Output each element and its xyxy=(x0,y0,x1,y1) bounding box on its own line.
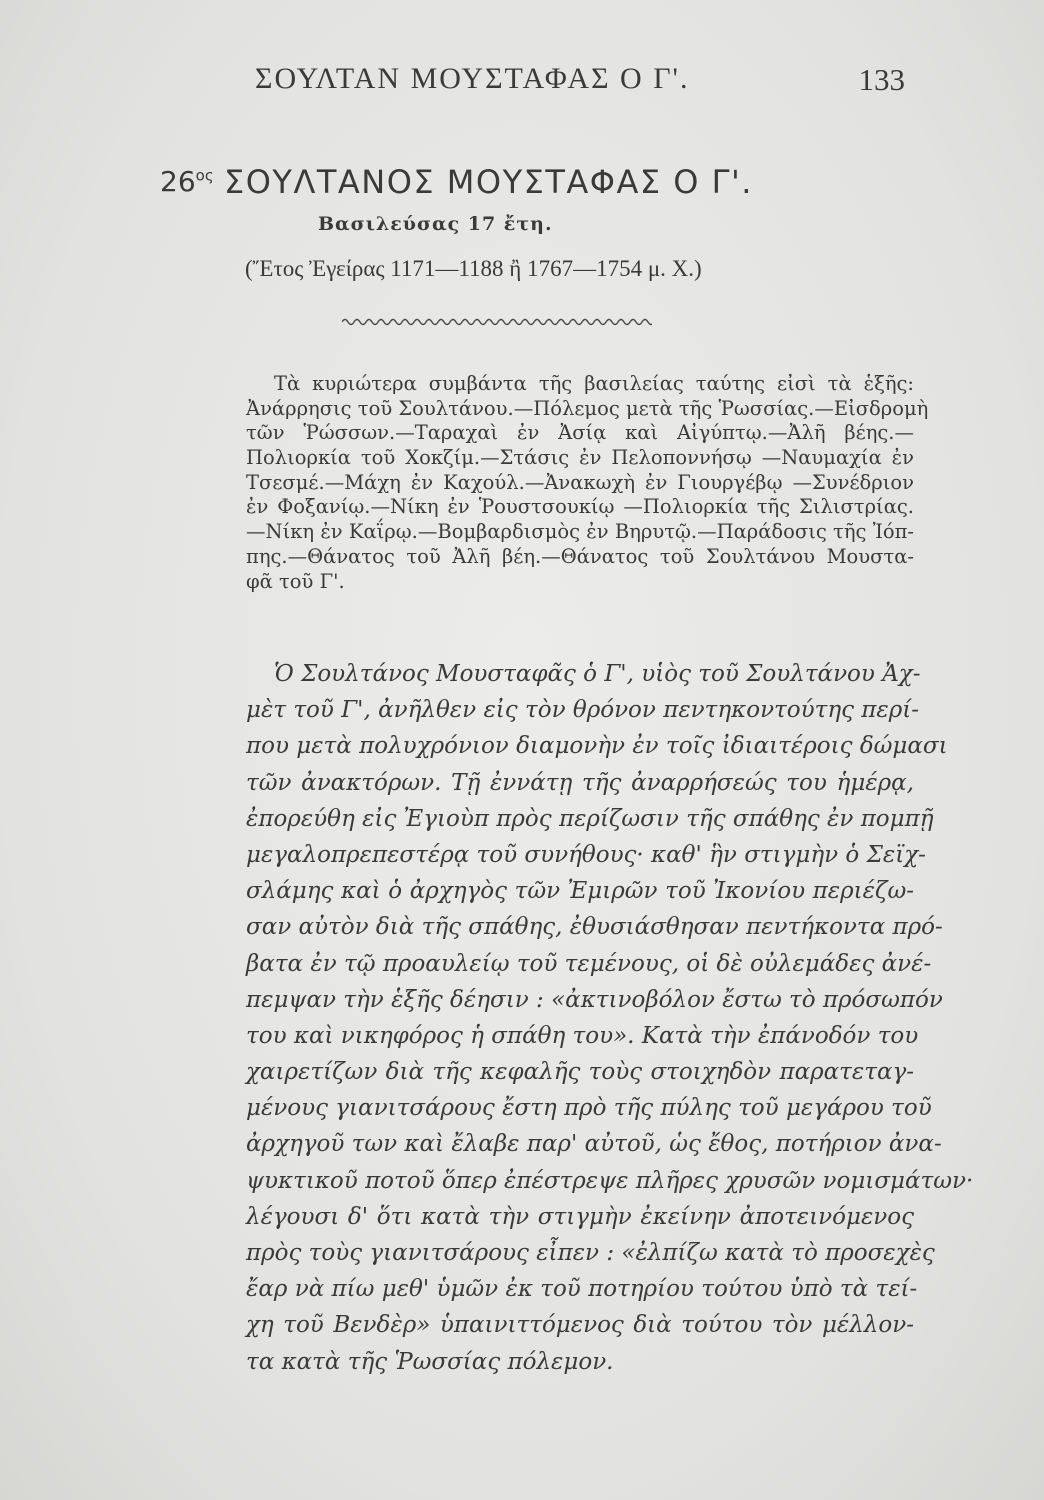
page-number: 133 xyxy=(858,62,905,97)
running-title: ΣΟΥΛΤΑΝ ΜΟΥΣΤΑΦΑΣ Ο Γ'. xyxy=(255,62,690,95)
chapter-number xyxy=(160,165,214,198)
body-line: ἔαρ νὰ πίω μεθ' ὑμῶν ἐκ τοῦ ποτηρίου τούτου ὑπὸ τὰ τεί- xyxy=(246,1276,918,1303)
summary-line: Τσεσμέ.—Μάχη ἐν Καχούλ.—Ἀνακωχὴ ἐν Γιουργέβῳ —Συνέδριον xyxy=(246,470,914,494)
summary-line: πης.—Θάνατος τοῦ Ἀλῆ βέη.—Θάνατος τοῦ Σουλτάνου Μουστα- xyxy=(246,544,914,568)
body-line: του καὶ νικηφόρος ἡ σπάθη του». Κατὰ τὴν ἐπάνοδόν του xyxy=(246,1022,919,1049)
body-paragraph xyxy=(246,656,974,1380)
body-line: βατα ἐν τῷ προαυλείῳ τοῦ τεμένους, οἱ δὲ οὐλεμάδες ἀνέ- xyxy=(246,950,932,977)
chapter-summary xyxy=(246,372,929,594)
chapter-title: ΣΟΥΛΤΑΝΟΣ ΜΟΥΣΤΑΦΑΣ Ο Γ'. xyxy=(224,163,753,201)
body-line: μὲτ τοῦ Γ', ἀνῆλθεν εἰς τὸν θρόνον πεντηκοντούτης περί- xyxy=(246,697,920,724)
body-line: σλάμης καὶ ὁ ἀρχηγὸς τῶν Ἐμιρῶν τοῦ Ἰκονίου περιέζω- xyxy=(246,878,914,905)
body-line: τα κατὰ τῆς Ῥωσσίας πόλεμον. xyxy=(246,1348,614,1375)
summary-line: φᾶ τοῦ Γ'. xyxy=(246,569,345,593)
body-line: Ὁ Σουλτάνος Μουσταφᾶς ὁ Γ', υἱὸς τοῦ Σουλτάνου Ἀχ- xyxy=(274,661,921,687)
summary-line: τῶν Ῥώσσων.—Ταραχαὶ ἐν Ἀσίᾳ καὶ Αἰγύπτῳ.—Ἀλῆ βέης.— xyxy=(246,421,914,445)
summary-line: ἐν Φοξανίῳ.—Νίκη ἐν Ῥουστσουκίῳ —Πολιορκία τῆς Σιλιστρίας. xyxy=(246,495,914,519)
body-line: ψυκτικοῦ ποτοῦ ὅπερ ἐπέστρεψε πλῆρες χρυσῶν νομισμάτων· xyxy=(246,1167,974,1194)
era-dates: (Ἔτος Ἐγείρας 1171—1188 ἢ 1767—1754 μ. Χ.) xyxy=(245,256,702,281)
body-line: ἀρχηγοῦ των καὶ ἔλαβε παρ' αὐτοῦ, ὡς ἔθος, ποτήριον ἀνα- xyxy=(246,1131,942,1158)
body-line: τῶν ἀνακτόρων. Τῇ ἐννάτῃ τῆς ἀναρρήσεώς του ἡμέρᾳ, xyxy=(246,769,914,796)
body-line: μένους γιανιτσάρους ἔστη πρὸ τῆς πύλης τοῦ μεγάρου τοῦ xyxy=(246,1095,932,1122)
body-line: μεγαλοπρεπεστέρᾳ τοῦ συνήθους· καθ' ἣν στιγμὴν ὁ Σεϊχ- xyxy=(246,841,926,868)
body-line: χη τοῦ Βενδὲρ» ὑπαινιττόμενος διὰ τούτου τὸν μέλλον- xyxy=(246,1312,914,1339)
summary-line: Τὰ κυριώτερα συμβάντα τῆς βασιλείας ταύτης εἰσὶ τὰ ἑξῆς: xyxy=(274,372,914,395)
chapter-number-value: 26 xyxy=(160,165,196,198)
body-line: πεμψαν τὴν ἑξῆς δέησιν : «ἀκτινοβόλον ἔστω τὸ πρόσωπόν xyxy=(246,986,943,1013)
summary-line: Πολιορκία τοῦ Χοκζίμ.—Στάσις ἐν Πελοποννήσῳ —Ναυμαχία ἐν xyxy=(246,446,914,470)
running-header xyxy=(255,62,915,102)
body-line: που μετὰ πολυχρόνιον διαμονὴν ἐν τοῖς ἰδιαιτέροις δώμασι xyxy=(246,733,948,760)
body-line: πρὸς τοὺς γιανιτσάρους εἶπεν : «ἐλπίζω κατὰ τὸ προσεχὲς xyxy=(246,1240,935,1266)
body-line: χαιρετίζων διὰ τῆς κεφαλῆς τοὺς στοιχηδὸν παρατεταγ- xyxy=(246,1059,914,1086)
wavy-divider xyxy=(342,316,652,328)
body-line: λέγουσι δ' ὅτι κατὰ τὴν στιγμὴν ἐκείνην ἀποτεινόμενος xyxy=(246,1203,914,1230)
reign-duration: Βασιλεύσας 17 ἔτη. xyxy=(318,213,553,235)
body-line: σαν αὐτὸν διὰ τῆς σπάθης, ἐθυσιάσθησαν πεντήκοντα πρό- xyxy=(246,914,943,941)
chapter-number-suffix: ος xyxy=(195,166,214,185)
summary-line: —Νίκη ἐν Καΐρῳ.—Βομβαρδισμὸς ἐν Βηρυτῷ.—Παράδοσις τῆς Ἰόπ- xyxy=(246,520,914,544)
chapter-heading xyxy=(160,163,880,207)
summary-line: Ἀνάρρησις τοῦ Σουλτάνου.—Πόλεμος μετὰ τῆς Ῥωσσίας.—Εἰσδρομὴ xyxy=(246,396,929,420)
body-line: ἐπορεύθη εἰς Ἐγιοὺπ πρὸς περίζωσιν τῆς σπάθης ἐν πομπῇ xyxy=(246,805,934,832)
